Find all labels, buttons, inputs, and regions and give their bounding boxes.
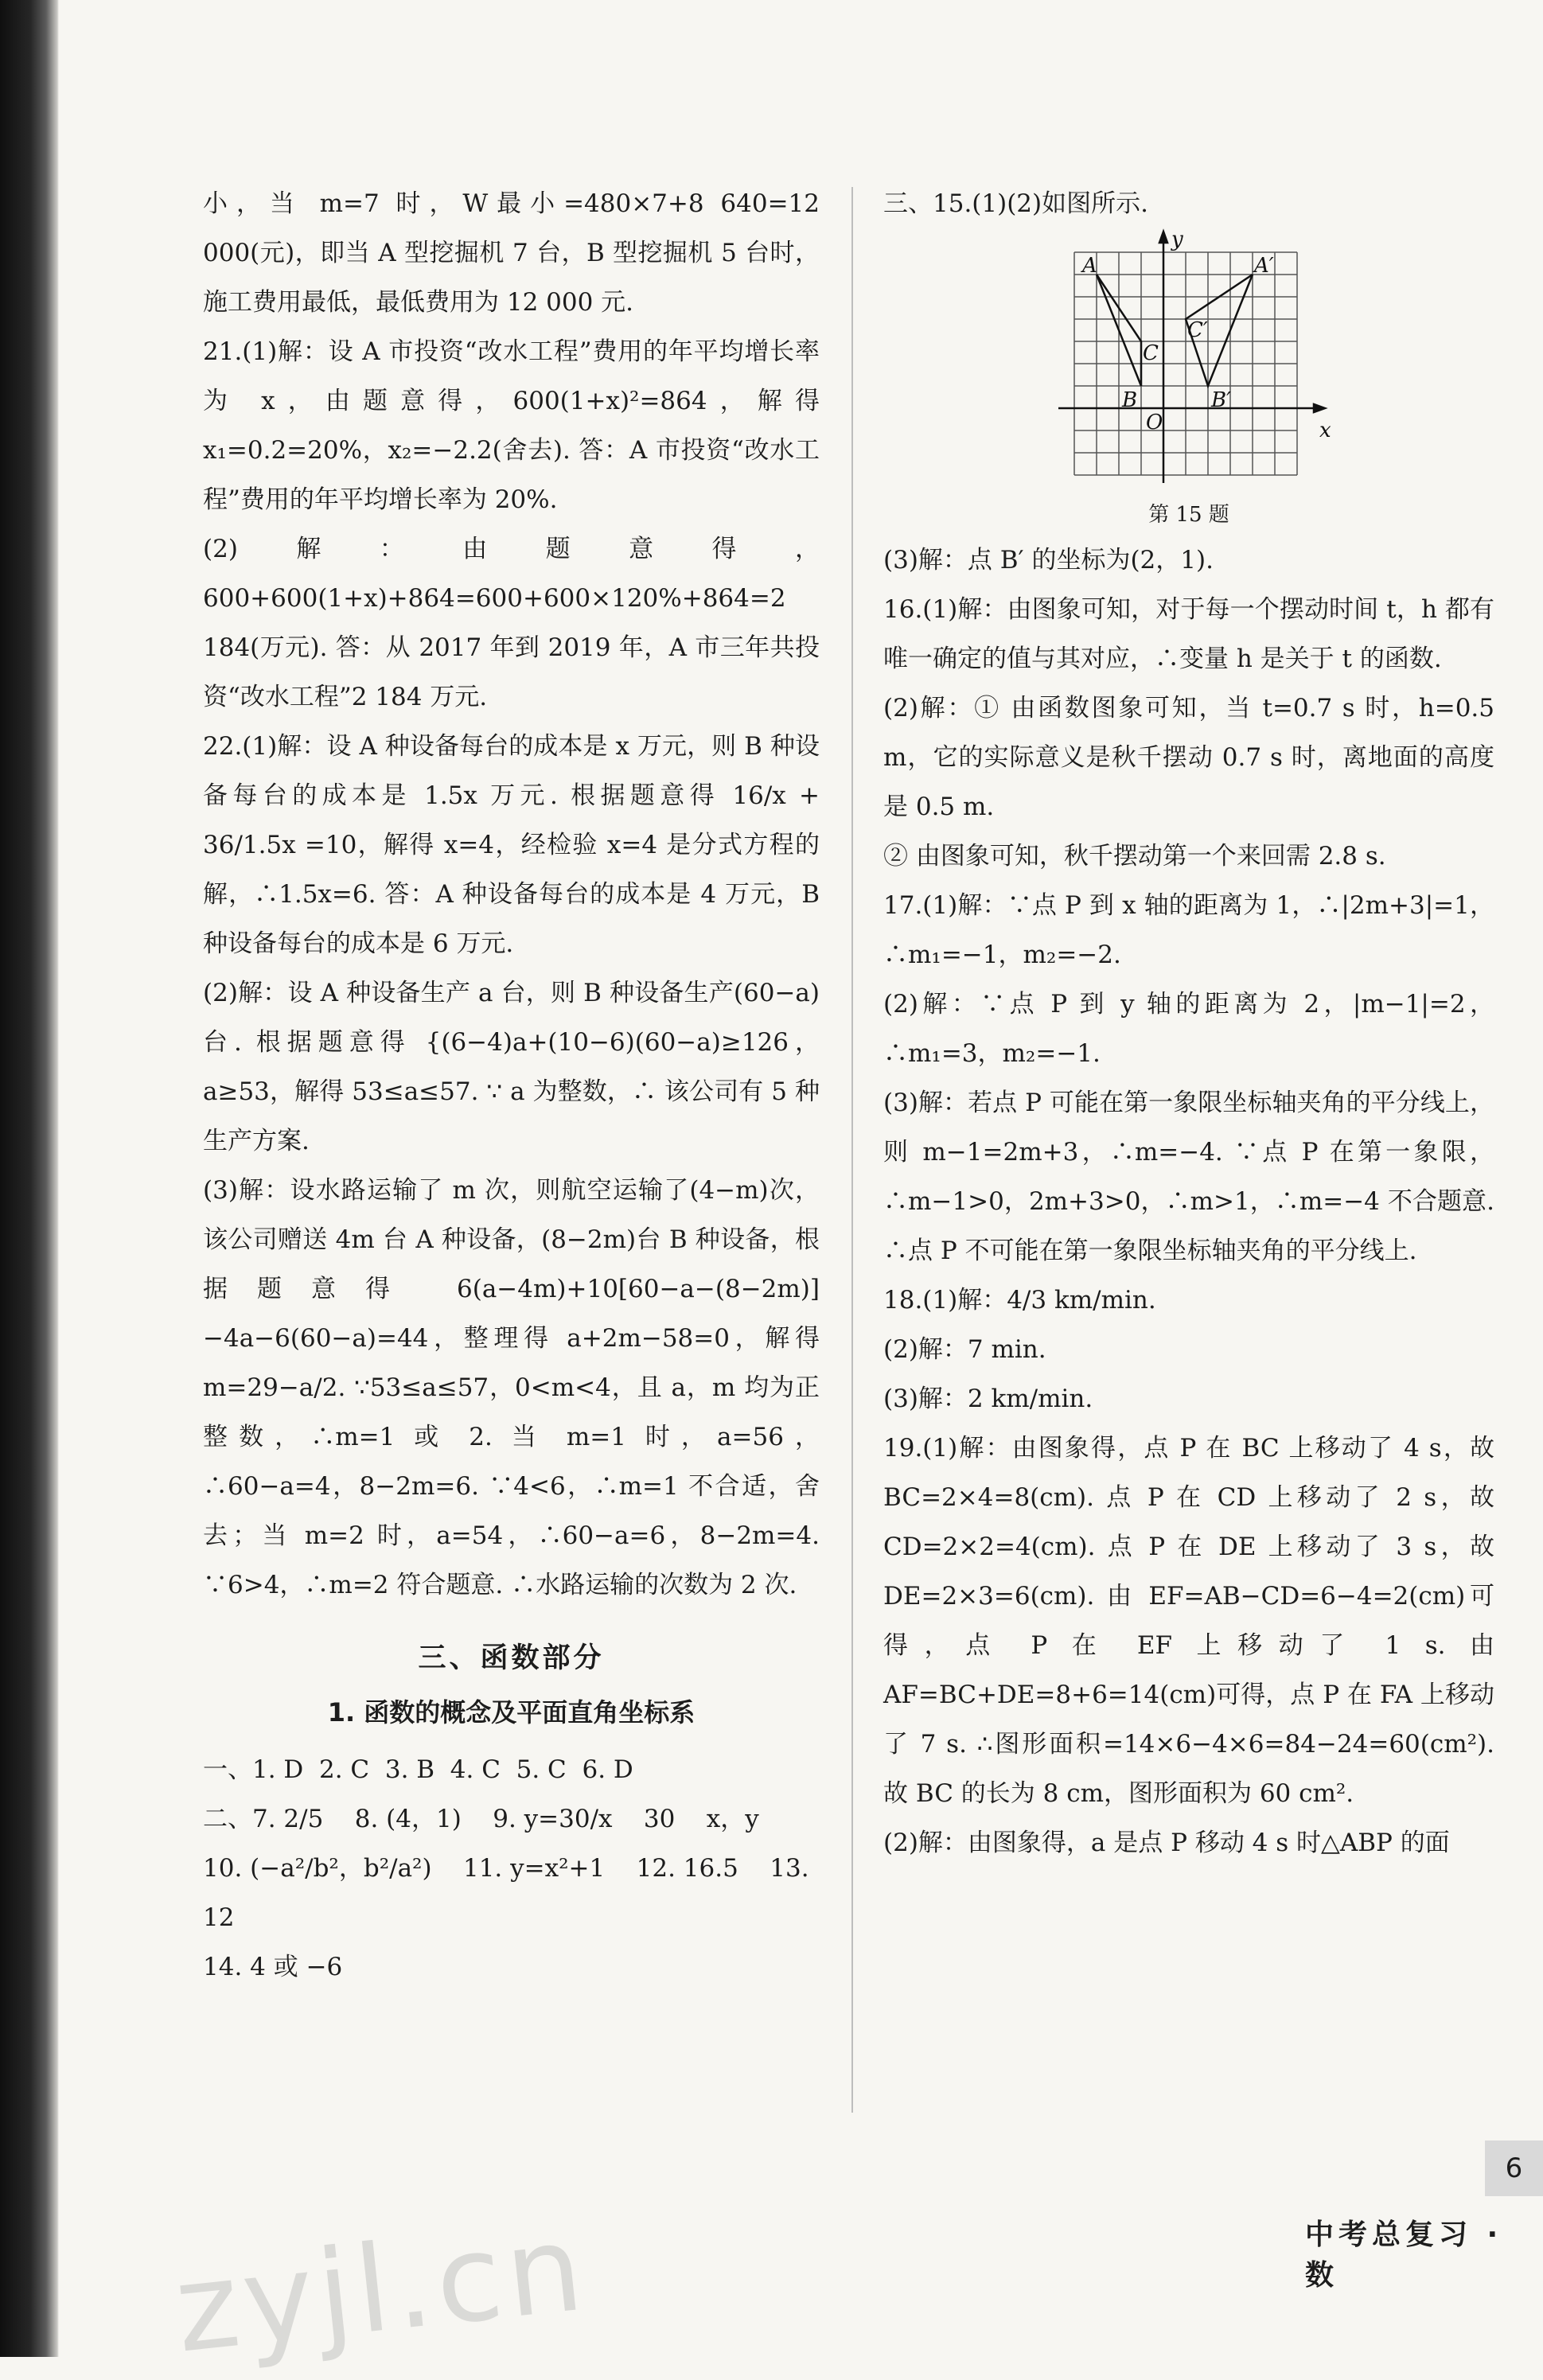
subsection-title: 1. 函数的概念及平面直角坐标系: [327, 1697, 696, 1728]
paragraph-q15-part3: (3)解：点 B′ 的坐标为(2，1).: [883, 546, 1214, 575]
label-a: A: [1082, 254, 1097, 278]
scanned-page-edge: [0, 0, 59, 2357]
x-axis-arrow: [1314, 404, 1325, 412]
paragraph-q20-end: 小，当 m=7 时，W最小=480×7+8 640=12 000(元)，即当 A 型挖掘机 7 台，B 型挖掘机 5 台时，施工费用最低，最低费用为 12 000 元.: [203, 189, 828, 317]
footer-book-title: 中考总复习 · 数: [1305, 2218, 1503, 2292]
paragraph-q19-part2: (2)解：由图象得，a 是点 P 移动 4 s 时△ABP 的面: [883, 1829, 1450, 1857]
figure-caption: 第 15 题: [1148, 503, 1229, 527]
paragraph-q21-part2: (2)解：由题意得，600+600(1+x)+864=600+600×120%+864=2 184(万元). 答：从 2017 年到 2019 年，A 市三年共投资“改水工程”2 184 万元.: [203, 535, 820, 711]
y-axis-arrow: [1159, 232, 1167, 243]
paragraph-q22-part3: (3)解：设水路运输了 m 次，则航空运输了(4−m)次，该公司赠送 4m 台 A 种设备，(8−2m)台 B 种设备，根据题意得 6(a−4m)+10[60−a−(8−2m)]−4a−6(60−a)=44，整理得 a+2m−58=0，解得 m=29−a/2. ∵53≤a≤57，0<m<4，且 a，m 均为正整数，∴m=1 或 2. 当 m=1 时，a=56，∴60−a=4，8−2m=6. ∵4<6，∴m=1 不合适，舍去；当 m=2 时，a=54，∴60−a=6，8−2m=4. ∵6>4，∴m=2 符合题意. ∴水路运输的次数为 2 次.: [203, 1176, 828, 1599]
paragraph-q17-part3: (3)解：若点 P 可能在第一象限坐标轴夹角的平分线上，则 m−1=2m+3，∴m=−4. ∵点 P 在第一象限，∴m−1>0，2m+3>0，∴m>1，∴m=−4 不合题意. ∴点 P 不可能在第一象限坐标轴夹角的平分线上.: [883, 1089, 1502, 1265]
label-c: C: [1143, 341, 1159, 365]
coordinate-figure: [883, 228, 1494, 499]
label-b-prime: B′: [1211, 388, 1232, 412]
paragraph-q16-part1: 16.(1)解：由图象可知，对于每一个摆动时间 t，h 都有唯一确定的值与其对应，∴变量 h 是关于 t 的函数.: [883, 595, 1494, 673]
answers-fill-2: 10. (−a²/b²，b²/a²) 11. y=x²+1 12. 16.5 13. 12: [203, 1854, 817, 1932]
grid-lines: [1074, 252, 1297, 475]
column-divider: [851, 187, 853, 2113]
answers-fill-3: 14. 4 或 −6: [203, 1953, 343, 1981]
paragraph-q19-part1: 19.(1)解：由图象得，点 P 在 BC 上移动了 4 s，故 BC=2×4=8(cm). 点 P 在 CD 上移动了 2 s，故 CD=2×2=4(cm). 点 P 在 DE 上移动了 3 s，故 DE=2×3=6(cm). 由 EF=AB−CD=6−4=2(cm)可得，点 P 在 EF 上移动了 1 s. 由 AF=BC+DE=8+6=14(cm)可得，点 P 在 FA 上移动了 7 s. ∴图形面积=14×6−4×6=84−24=60(cm²). 故 BC 的长为 8 cm，图形面积为 60 cm².: [883, 1434, 1502, 1808]
paragraph-q15-intro: 三、15.(1)(2)如图所示.: [883, 189, 1148, 218]
answers-fill: 二、7. 2/5 8. (4，1) 9. y=30/x 30 x，y: [203, 1805, 759, 1833]
label-origin: O: [1146, 411, 1163, 434]
page-number: 6: [1485, 2140, 1543, 2196]
paragraph-q22-part2: (2)解：设 A 种设备生产 a 台，则 B 种设备生产(60−a)台. 根据题意得 {(6−4)a+(10−6)(60−a)≥126，a≥53，解得 53≤a≤57. ∵ a 为整数，∴ 该公司有 5 种生产方案.: [203, 979, 820, 1155]
grid-diagram: [883, 228, 1494, 499]
paragraph-q21-part1: 21.(1)解：设 A 市投资“改水工程”费用的年平均增长率为 x，由题意得，600(1+x)²=864，解得 x₁=0.2=20%，x₂=−2.2(舍去). 答：A 市投资“改水工程”费用的年平均增长率为 20%.: [203, 337, 828, 514]
axes: [1058, 232, 1325, 483]
paragraph-q18-part2: (2)解：7 min.: [883, 1335, 1046, 1364]
paragraph-q16-part2b: ② 由图象可知，秋千摆动第一个来回需 2.8 s.: [883, 842, 1386, 871]
section-title: 三、函数部分: [418, 1642, 605, 1674]
label-x-axis: x: [1319, 419, 1331, 442]
paragraph-q18-part1: 18.(1)解：4/3 km/min.: [883, 1286, 1156, 1315]
paragraph-q17-part1: 17.(1)解：∵点 P 到 x 轴的距离为 1，∴|2m+3|=1，∴m₁=−1，m₂=−2.: [883, 891, 1494, 969]
watermark: zyjl.cn: [169, 2199, 594, 2380]
paragraph-q16-part2a: (2)解：① 由函数图象可知，当 t=0.7 s 时，h=0.5 m，它的实际意义是秋千摆动 0.7 s 时，离地面的高度是 0.5 m.: [883, 694, 1502, 821]
label-a-prime: A′: [1254, 254, 1274, 278]
paragraph-q18-part3: (3)解：2 km/min.: [883, 1385, 1093, 1413]
label-y-axis: y: [1171, 228, 1183, 251]
right-column: [883, 179, 1502, 1868]
left-column: [203, 179, 828, 1992]
paragraph-q22-part1: 22.(1)解：设 A 种设备每台的成本是 x 万元，则 B 种设备每台的成本是 1.5x 万元. 根据题意得 16/x + 36/1.5x =10，解得 x=4，经检验 x=4 是分式方程的解，∴1.5x=6. 答：A 种设备每台的成本是 4 万元，B 种设备每台的成本是 6 万元.: [203, 732, 828, 958]
paragraph-q17-part2: (2)解：∵点 P 到 y 轴的距离为 2，|m−1|=2，∴m₁=3，m₂=−1.: [883, 990, 1494, 1068]
label-b: B: [1122, 388, 1138, 412]
answers-choice: 一、1. D 2. C 3. B 4. C 5. C 6. D: [203, 1755, 633, 1784]
triangles: [1097, 275, 1253, 386]
label-c-prime: C′: [1187, 318, 1208, 342]
